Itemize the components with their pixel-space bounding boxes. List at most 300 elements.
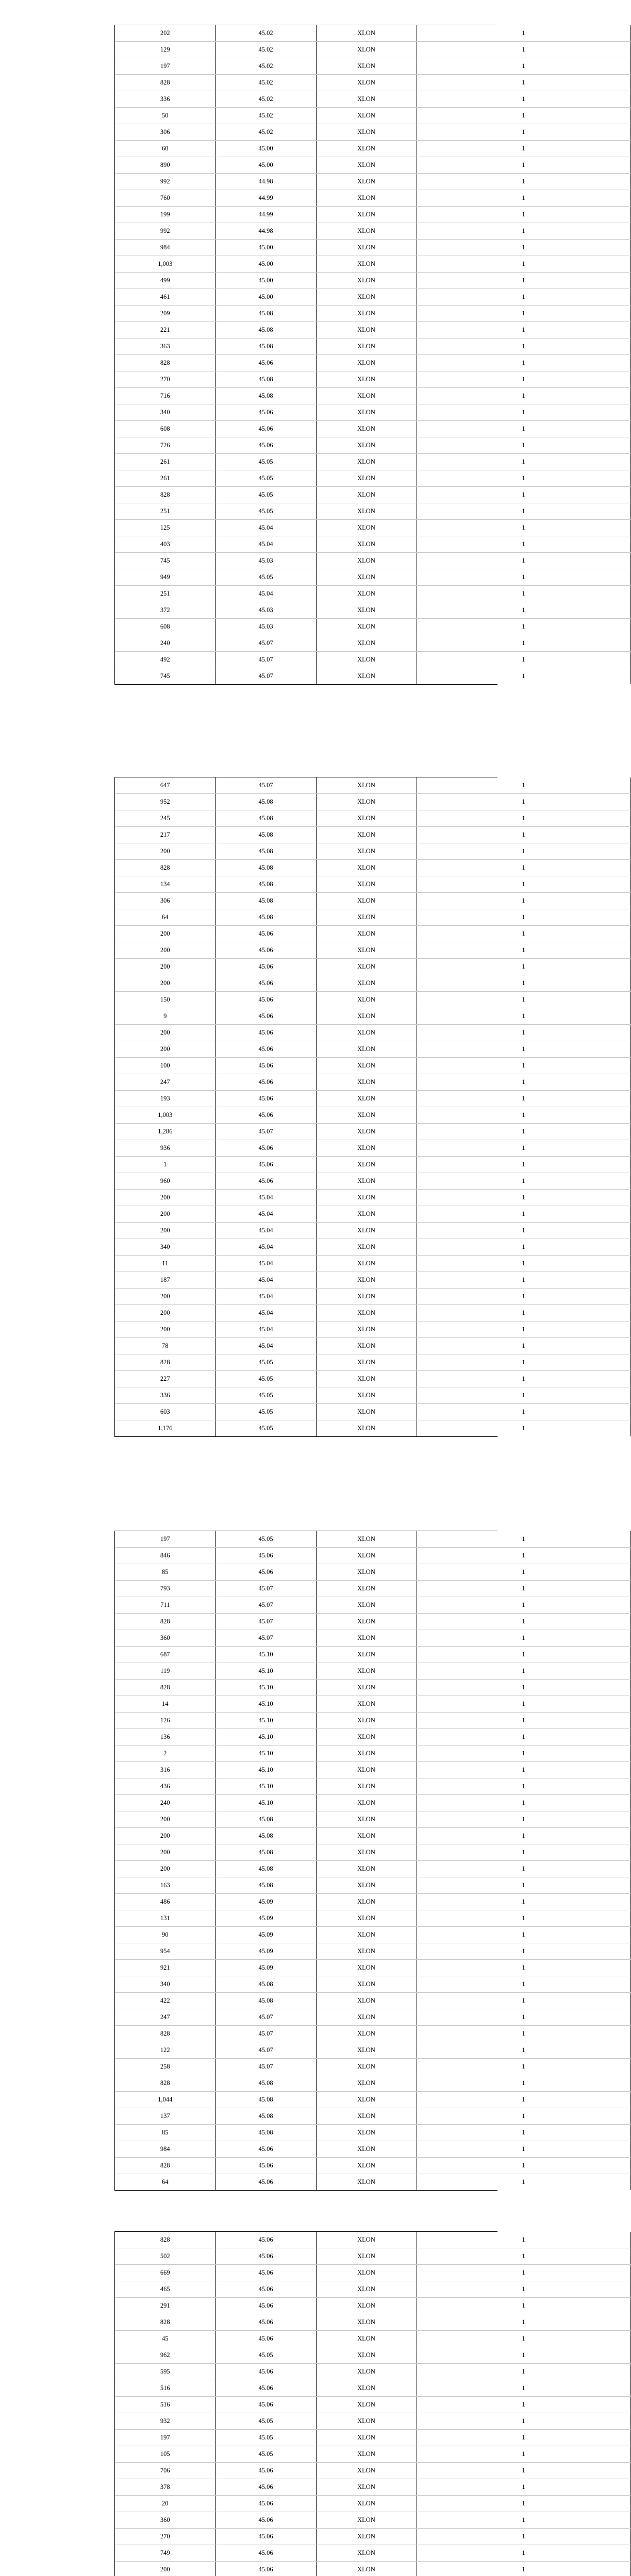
quantity-cell: 499 (115, 273, 215, 289)
quantity-cell: 14 (115, 1696, 215, 1713)
quantity-cell: 992 (115, 223, 215, 240)
price-cell: 45.05 (215, 454, 316, 470)
venue-cell: XLON (316, 1877, 417, 1894)
venue-cell: XLON (316, 1729, 417, 1745)
price-cell: 45.08 (215, 810, 316, 827)
venue-cell: XLON (316, 2529, 417, 2545)
venue-cell: XLON (316, 1581, 417, 1597)
venue-cell: XLON (316, 454, 417, 470)
time-cell: 1 (417, 569, 630, 586)
time-cell: 1 (417, 959, 630, 975)
price-cell: 45.06 (215, 2380, 316, 2397)
quantity-cell: 921 (115, 1960, 215, 1976)
table-row (115, 827, 630, 843)
time-cell: 1 (417, 2529, 630, 2545)
venue-cell: XLON (316, 2075, 417, 2092)
time-cell: 1 (417, 652, 630, 668)
price-cell: 45.02 (215, 124, 316, 141)
time-cell: 1 (417, 893, 630, 909)
price-cell: 45.04 (215, 536, 316, 553)
venue-cell: XLON (316, 860, 417, 876)
table-row (115, 536, 630, 553)
table-row (115, 2158, 630, 2174)
table-row (115, 1630, 630, 1647)
table-row (115, 1597, 630, 1614)
venue-cell: XLON (316, 619, 417, 635)
price-cell: 45.08 (215, 388, 316, 404)
quantity-cell: 126 (115, 1713, 215, 1729)
table-row (115, 926, 630, 942)
quantity-cell: 992 (115, 174, 215, 190)
venue-cell: XLON (316, 207, 417, 223)
venue-cell: XLON (316, 2545, 417, 2562)
table-row (115, 338, 630, 355)
time-cell: 1 (417, 2092, 630, 2108)
table-row (115, 553, 630, 569)
time-cell: 1 (417, 794, 630, 810)
time-cell: 1 (417, 437, 630, 454)
venue-cell: XLON (316, 190, 417, 207)
venue-cell: XLON (316, 1107, 417, 1124)
venue-cell: XLON (316, 404, 417, 421)
time-cell: 1 (417, 1745, 630, 1762)
quantity-cell: 465 (115, 2281, 215, 2298)
quantity-cell: 828 (115, 1354, 215, 1371)
time-cell: 1 (417, 2479, 630, 2496)
quantity-cell: 706 (115, 2463, 215, 2479)
venue-cell: XLON (316, 2281, 417, 2298)
price-cell: 45.07 (215, 652, 316, 668)
price-cell: 45.08 (215, 1877, 316, 1894)
table-row (115, 1223, 630, 1239)
price-cell: 45.06 (215, 2298, 316, 2314)
time-cell: 1 (417, 487, 630, 503)
time-cell: 1 (417, 207, 630, 223)
quantity-cell: 726 (115, 437, 215, 454)
price-cell: 45.05 (215, 470, 316, 487)
venue-cell: XLON (316, 2446, 417, 2463)
time-cell: 1 (417, 1173, 630, 1190)
venue-cell: XLON (316, 273, 417, 289)
table-row (115, 1272, 630, 1289)
time-cell: 1 (417, 190, 630, 207)
quantity-cell: 711 (115, 1597, 215, 1614)
table-row (115, 371, 630, 388)
quantity-cell: 221 (115, 322, 215, 338)
time-cell: 1 (417, 1811, 630, 1828)
table-row (115, 141, 630, 157)
quantity-cell: 360 (115, 1630, 215, 1647)
price-cell: 44.98 (215, 174, 316, 190)
price-cell: 45.00 (215, 141, 316, 157)
time-cell: 1 (417, 2298, 630, 2314)
time-cell: 1 (417, 2042, 630, 2059)
quantity-cell: 200 (115, 926, 215, 942)
time-cell: 1 (417, 860, 630, 876)
price-cell: 45.02 (215, 75, 316, 91)
venue-cell: XLON (316, 777, 417, 794)
quantity-cell: 828 (115, 2314, 215, 2331)
venue-cell: XLON (316, 2430, 417, 2446)
time-cell: 1 (417, 1976, 630, 1993)
price-cell: 45.06 (215, 1041, 316, 1058)
price-cell: 45.08 (215, 2092, 316, 2108)
venue-cell: XLON (316, 1420, 417, 1437)
venue-cell: XLON (316, 1190, 417, 1206)
table-row (115, 1778, 630, 1795)
quantity-cell: 603 (115, 1404, 215, 1420)
table-row (115, 273, 630, 289)
time-cell: 1 (417, 2059, 630, 2075)
price-cell: 45.04 (215, 1190, 316, 1206)
table-row (115, 174, 630, 190)
price-cell: 45.09 (215, 1943, 316, 1960)
venue-cell: XLON (316, 2125, 417, 2141)
quantity-cell: 828 (115, 2158, 215, 2174)
quantity-cell: 78 (115, 1338, 215, 1354)
price-cell: 45.06 (215, 2248, 316, 2265)
price-cell: 45.07 (215, 1597, 316, 1614)
venue-cell: XLON (316, 141, 417, 157)
quantity-cell: 200 (115, 1206, 215, 1223)
quantity-cell: 2 (115, 1745, 215, 1762)
quantity-cell: 227 (115, 1371, 215, 1387)
time-cell: 1 (417, 1157, 630, 1173)
price-cell: 45.08 (215, 322, 316, 338)
time-cell: 1 (417, 1025, 630, 1041)
price-cell: 45.09 (215, 1960, 316, 1976)
quantity-cell: 340 (115, 404, 215, 421)
quantity-cell: 306 (115, 124, 215, 141)
price-cell: 45.08 (215, 827, 316, 843)
quantity-cell: 200 (115, 959, 215, 975)
time-cell: 1 (417, 876, 630, 893)
price-cell: 45.08 (215, 893, 316, 909)
quantity-cell: 647 (115, 777, 215, 794)
time-cell: 1 (417, 338, 630, 355)
quantity-cell: 122 (115, 2042, 215, 2059)
time-cell: 1 (417, 1729, 630, 1745)
quantity-cell: 372 (115, 602, 215, 619)
table-row (115, 1614, 630, 1630)
venue-cell: XLON (316, 1630, 417, 1647)
venue-cell: XLON (316, 2174, 417, 2191)
time-cell: 1 (417, 2174, 630, 2191)
time-cell: 1 (417, 470, 630, 487)
price-cell: 45.06 (215, 2158, 316, 2174)
quantity-cell: 202 (115, 25, 215, 42)
trade-table-section-1 (114, 25, 525, 685)
time-cell: 1 (417, 2248, 630, 2265)
venue-cell: XLON (316, 992, 417, 1008)
quantity-cell: 150 (115, 992, 215, 1008)
quantity-cell: 422 (115, 1993, 215, 2009)
table-row (115, 1910, 630, 1927)
price-cell: 45.06 (215, 404, 316, 421)
table-row (115, 1828, 630, 1844)
table-row (115, 1696, 630, 1713)
table-row (115, 2496, 630, 2512)
time-cell: 1 (417, 2562, 630, 2576)
quantity-cell: 962 (115, 2347, 215, 2364)
price-cell: 45.06 (215, 2397, 316, 2413)
venue-cell: XLON (316, 388, 417, 404)
table-row (115, 1531, 630, 1548)
venue-cell: XLON (316, 1008, 417, 1025)
table-row (115, 355, 630, 371)
time-cell: 1 (417, 843, 630, 860)
price-cell: 45.03 (215, 619, 316, 635)
table-row (115, 1371, 630, 1387)
table-row (115, 2298, 630, 2314)
time-cell: 1 (417, 388, 630, 404)
venue-cell: XLON (316, 635, 417, 652)
price-cell: 45.06 (215, 1173, 316, 1190)
quantity-cell: 1,044 (115, 2092, 215, 2108)
quantity-cell: 240 (115, 635, 215, 652)
price-cell: 45.00 (215, 289, 316, 306)
price-cell: 45.06 (215, 975, 316, 992)
time-cell: 1 (417, 1371, 630, 1387)
quantity-cell: 932 (115, 2413, 215, 2430)
trade-table (115, 2232, 631, 2576)
time-cell: 1 (417, 2364, 630, 2380)
quantity-cell: 247 (115, 2009, 215, 2026)
price-cell: 45.05 (215, 1371, 316, 1387)
quantity-cell: 134 (115, 876, 215, 893)
quantity-cell: 85 (115, 1564, 215, 1581)
time-cell: 1 (417, 1531, 630, 1548)
time-cell: 1 (417, 1828, 630, 1844)
table-row (115, 404, 630, 421)
quantity-cell: 261 (115, 454, 215, 470)
venue-cell: XLON (316, 2463, 417, 2479)
time-cell: 1 (417, 2446, 630, 2463)
quantity-cell: 378 (115, 2479, 215, 2496)
venue-cell: XLON (316, 2397, 417, 2413)
price-cell: 45.04 (215, 1256, 316, 1272)
table-row (115, 843, 630, 860)
table-row (115, 810, 630, 827)
table-row (115, 306, 630, 322)
venue-cell: XLON (316, 569, 417, 586)
venue-cell: XLON (316, 1844, 417, 1861)
time-cell: 1 (417, 174, 630, 190)
time-cell: 1 (417, 2397, 630, 2413)
table-row (115, 421, 630, 437)
price-cell: 45.08 (215, 1861, 316, 1877)
table-row (115, 25, 630, 42)
table-row (115, 2364, 630, 2380)
price-cell: 45.05 (215, 1420, 316, 1437)
table-row (115, 1239, 630, 1256)
table-row (115, 1140, 630, 1157)
price-cell: 45.07 (215, 1581, 316, 1597)
price-cell: 45.05 (215, 1404, 316, 1420)
time-cell: 1 (417, 108, 630, 124)
venue-cell: XLON (316, 959, 417, 975)
time-cell: 1 (417, 1387, 630, 1404)
table-row (115, 602, 630, 619)
time-cell: 1 (417, 1548, 630, 1564)
price-cell: 45.00 (215, 157, 316, 174)
table-row (115, 2479, 630, 2496)
table-row (115, 190, 630, 207)
quantity-cell: 828 (115, 75, 215, 91)
table-row (115, 794, 630, 810)
quantity-cell: 436 (115, 1778, 215, 1795)
time-cell: 1 (417, 975, 630, 992)
table-row (115, 2430, 630, 2446)
table-row (115, 223, 630, 240)
venue-cell: XLON (316, 2364, 417, 2380)
table-row (115, 2331, 630, 2347)
price-cell: 45.07 (215, 1124, 316, 1140)
price-cell: 45.08 (215, 1844, 316, 1861)
table-row (115, 1041, 630, 1058)
quantity-cell: 952 (115, 794, 215, 810)
venue-cell: XLON (316, 810, 417, 827)
table-row (115, 2141, 630, 2158)
quantity-cell: 745 (115, 553, 215, 569)
table-row (115, 1927, 630, 1943)
quantity-cell: 502 (115, 2248, 215, 2265)
quantity-cell: 200 (115, 1025, 215, 1041)
quantity-cell: 716 (115, 388, 215, 404)
venue-cell: XLON (316, 25, 417, 42)
time-cell: 1 (417, 810, 630, 827)
venue-cell: XLON (316, 1371, 417, 1387)
table-row (115, 1680, 630, 1696)
price-cell: 45.04 (215, 1338, 316, 1354)
venue-cell: XLON (316, 256, 417, 273)
venue-cell: XLON (316, 2562, 417, 2576)
venue-cell: XLON (316, 1025, 417, 1041)
quantity-cell: 136 (115, 1729, 215, 1745)
table-row (115, 2380, 630, 2397)
price-cell: 45.10 (215, 1795, 316, 1811)
quantity-cell: 828 (115, 2075, 215, 2092)
price-cell: 45.06 (215, 2281, 316, 2298)
venue-cell: XLON (316, 827, 417, 843)
table-row (115, 1058, 630, 1074)
table-row (115, 992, 630, 1008)
price-cell: 45.10 (215, 1778, 316, 1795)
price-cell: 45.00 (215, 240, 316, 256)
venue-cell: XLON (316, 909, 417, 926)
venue-cell: XLON (316, 2496, 417, 2512)
venue-cell: XLON (316, 1894, 417, 1910)
table-row (115, 1321, 630, 1338)
quantity-cell: 20 (115, 2496, 215, 2512)
price-cell: 45.08 (215, 843, 316, 860)
venue-cell: XLON (316, 1713, 417, 1729)
price-cell: 45.06 (215, 2545, 316, 2562)
venue-cell: XLON (316, 893, 417, 909)
venue-cell: XLON (316, 1256, 417, 1272)
quantity-cell: 200 (115, 1223, 215, 1239)
table-row (115, 2347, 630, 2364)
time-cell: 1 (417, 1564, 630, 1581)
venue-cell: XLON (316, 1074, 417, 1091)
price-cell: 45.10 (215, 1713, 316, 1729)
table-row (115, 668, 630, 685)
table-row (115, 58, 630, 75)
venue-cell: XLON (316, 503, 417, 520)
time-cell: 1 (417, 1910, 630, 1927)
time-cell: 1 (417, 124, 630, 141)
venue-cell: XLON (316, 1272, 417, 1289)
table-row (115, 2281, 630, 2298)
quantity-cell: 936 (115, 1140, 215, 1157)
time-cell: 1 (417, 421, 630, 437)
venue-cell: XLON (316, 2380, 417, 2397)
venue-cell: XLON (316, 1778, 417, 1795)
table-row (115, 1894, 630, 1910)
price-cell: 45.04 (215, 586, 316, 602)
price-cell: 45.00 (215, 256, 316, 273)
venue-cell: XLON (316, 487, 417, 503)
table-row (115, 2075, 630, 2092)
time-cell: 1 (417, 520, 630, 536)
price-cell: 45.10 (215, 1647, 316, 1663)
quantity-cell: 608 (115, 421, 215, 437)
table-row (115, 1354, 630, 1371)
time-cell: 1 (417, 2026, 630, 2042)
table-row (115, 635, 630, 652)
table-row (115, 2042, 630, 2059)
time-cell: 1 (417, 1581, 630, 1597)
time-cell: 1 (417, 553, 630, 569)
price-cell: 45.06 (215, 1025, 316, 1041)
price-cell: 45.06 (215, 942, 316, 959)
venue-cell: XLON (316, 157, 417, 174)
quantity-cell: 200 (115, 843, 215, 860)
quantity-cell: 200 (115, 1041, 215, 1058)
time-cell: 1 (417, 942, 630, 959)
time-cell: 1 (417, 1223, 630, 1239)
table-row (115, 2413, 630, 2430)
quantity-cell: 793 (115, 1581, 215, 1597)
time-cell: 1 (417, 1321, 630, 1338)
venue-cell: XLON (316, 926, 417, 942)
quantity-cell: 1,286 (115, 1124, 215, 1140)
table-row (115, 1338, 630, 1354)
table-row (115, 42, 630, 58)
quantity-cell: 199 (115, 207, 215, 223)
time-cell: 1 (417, 141, 630, 157)
quantity-cell: 200 (115, 2562, 215, 2576)
quantity-cell: 336 (115, 1387, 215, 1404)
time-cell: 1 (417, 2009, 630, 2026)
venue-cell: XLON (316, 1289, 417, 1305)
table-row (115, 1008, 630, 1025)
quantity-cell: 251 (115, 503, 215, 520)
time-cell: 1 (417, 1647, 630, 1663)
table-row (115, 437, 630, 454)
time-cell: 1 (417, 404, 630, 421)
time-cell: 1 (417, 1713, 630, 1729)
quantity-cell: 336 (115, 91, 215, 108)
venue-cell: XLON (316, 1140, 417, 1157)
quantity-cell: 187 (115, 1272, 215, 1289)
price-cell: 45.05 (215, 2446, 316, 2463)
venue-cell: XLON (316, 668, 417, 685)
price-cell: 45.06 (215, 2331, 316, 2347)
venue-cell: XLON (316, 1041, 417, 1058)
table-row (115, 240, 630, 256)
table-row (115, 1762, 630, 1778)
